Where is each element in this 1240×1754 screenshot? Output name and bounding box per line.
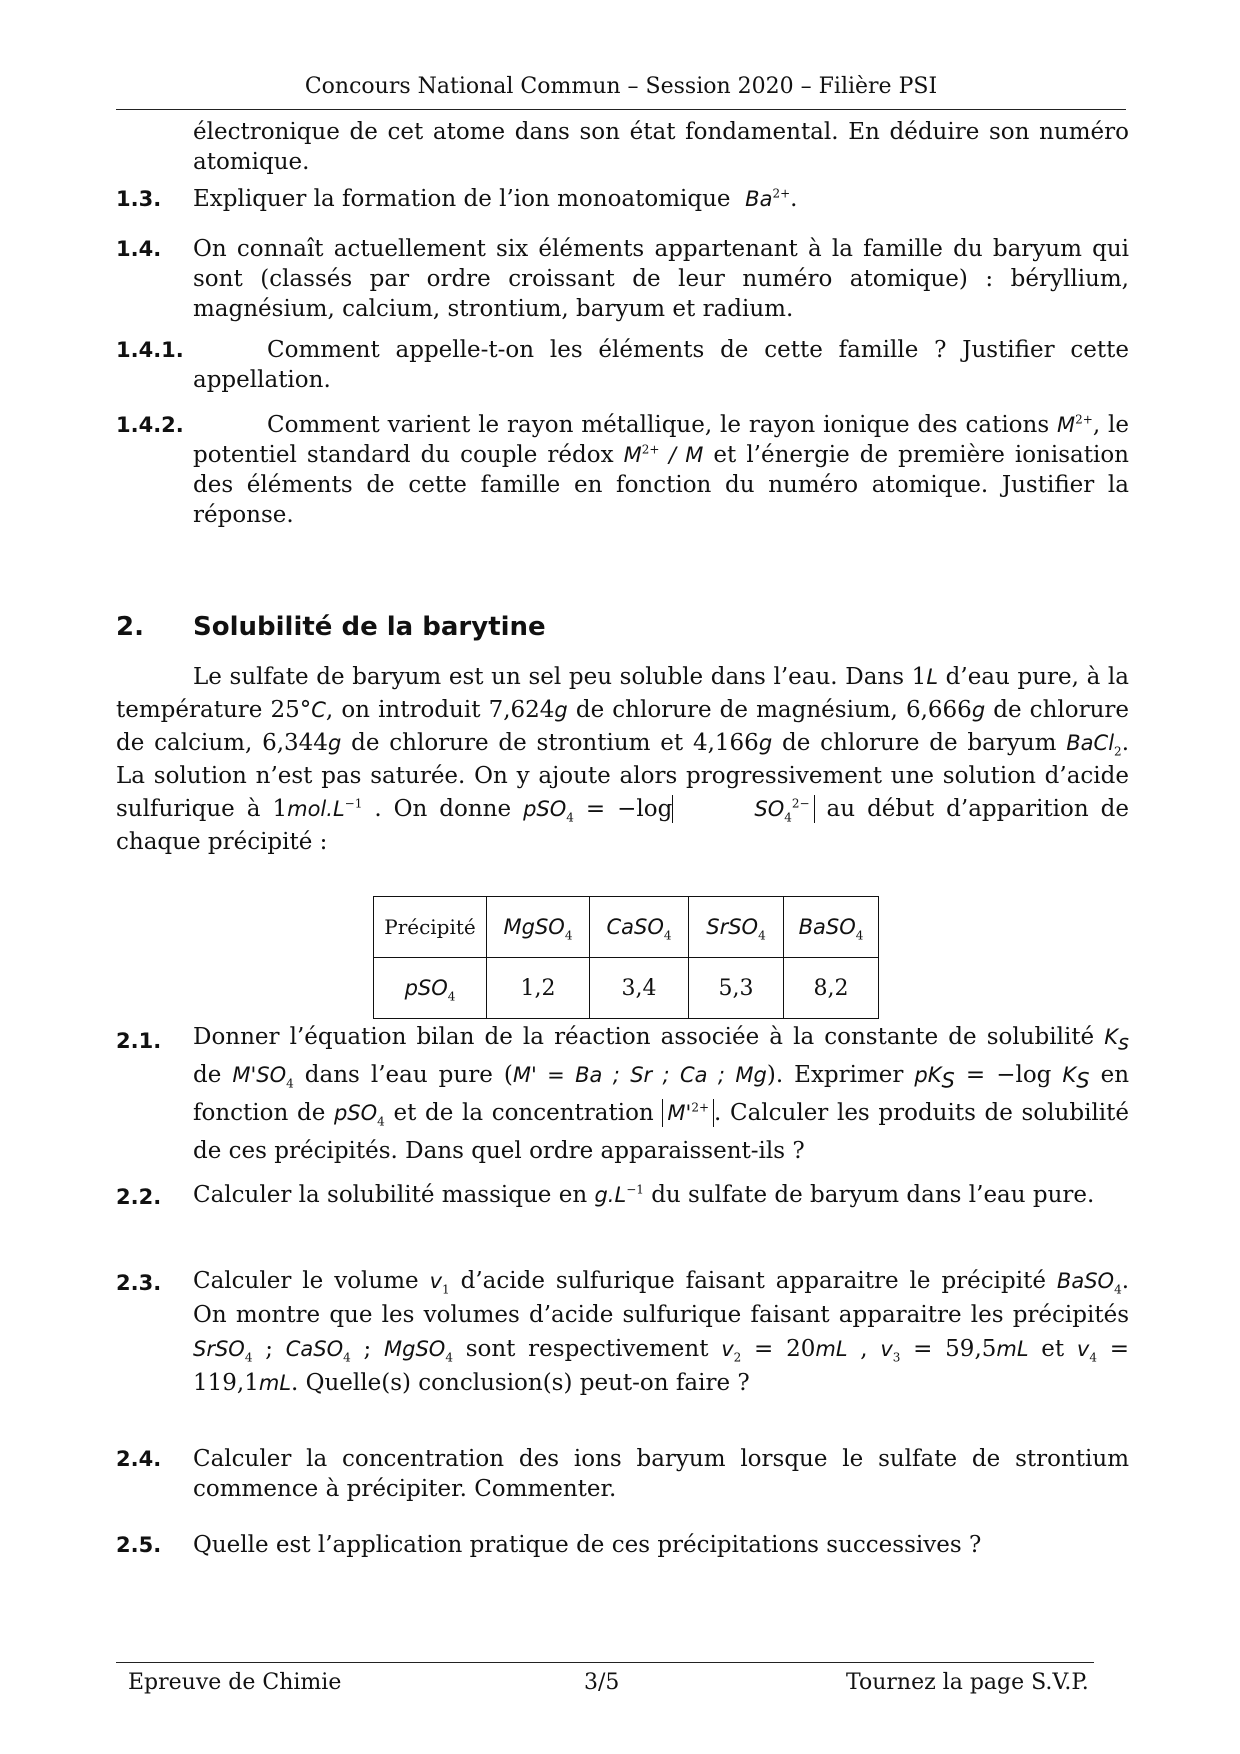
question-2-2: 2.2. Calculer la solubilité massique en $g.L^{-1}$ du sulfate de baryum dans l’eau pure. — [116, 1178, 1129, 1212]
footer-left: Epreuve de Chimie — [128, 1670, 342, 1695]
question-2-3: 2.3. Calculer le volume $v_1$ d’acide sulfurique faisant apparaitre le précipité BaSO$_4$. On montre que les volumes d’acide sulfurique faisant apparaitre les précipités SrSO$_4$ ; CaSO$_4$ ; MgSO$_4$ sont respectivement $v_2 = 20mL$ , $v_3 = 59,5mL$ et $v_4 = 119,1mL$. Quelle(s) conclusion(s) peut-on faire ? — [116, 1268, 1130, 1396]
table-cell: 5,3 — [689, 958, 784, 1019]
question-number: 1.4.2. — [116, 413, 184, 437]
question-number: 2.2. — [116, 1185, 162, 1209]
table-header-cell: MgSO$_4$ — [487, 897, 590, 958]
table-header-cell: Précipité — [374, 897, 487, 958]
table-cell: pSO$_4$ — [374, 958, 487, 1019]
question-2-1: 2.1. Donner l’équation bilan de la réaction associée à la constante de solubilité $K_s$ de $M'SO_4$ dans l’eau pure (M' = Ba ; Sr ; Ca ; Mg). Exprimer $pK_S = -\log$ $K_S$ en fonction de pSO$_4$ et de la concentration $M'^{2+}$ . Calculer les produits de solubilité de ces précipités. Dans quel ordre apparaissent-ils ? — [116, 1024, 1130, 1164]
table-cell: 1,2 — [487, 958, 590, 1019]
table-header-cell: SrSO$_4$ — [689, 897, 784, 958]
table-cell: 3,4 — [590, 958, 689, 1019]
question-1-4-1: 1.4.1. Comment appelle-t-on les éléments de cette famille ? Justifier cette appellation. — [116, 337, 1129, 393]
section-2-title: 2. Solubilité de la barytine — [116, 612, 546, 642]
precipitate-table — [373, 896, 879, 1019]
question-number: 2.5. — [116, 1533, 162, 1557]
page-number: 3/5 — [584, 1670, 620, 1695]
question-1-3: 1.3. Expliquer la formation de l’ion monoatomique $Ba^{2+}$. — [116, 186, 798, 212]
section-2-intro: Le sulfate de baryum est un sel peu soluble dans l’eau. Dans 1L d’eau pure, à la température 25°C, on introduit 7,624g de chlorure de magnésium, 6,666g de chlorure de calcium, 6,344g de chlorure de strontium et 4,166g de chlorure de baryum BaCl$_2$. La solution n’est pas saturée. On y ajoute alors progressivement une solution d’acide sulfurique à $1mol.L^{-1}$ . On donne pSO$_4$ = −log $SO_4^{2-}$ au début d’apparition de chaque précipité : — [116, 664, 1130, 855]
question-2-4: 2.4. Calculer la concentration des ions baryum lorsque le sulfate de strontium commence à précipiter. Commenter. — [116, 1446, 1129, 1502]
question-1-2-continuation: électronique de cet atome dans son état fondamental. En déduire son numéro atomique. — [193, 119, 1129, 175]
question-number: 2.4. — [116, 1447, 162, 1471]
question-number: 2.1. — [116, 1029, 162, 1053]
question-number: 1.4. — [116, 237, 162, 261]
question-number: 1.4.1. — [116, 338, 184, 362]
footer-divider — [116, 1662, 1094, 1663]
concentration-bracket: $M'^{2+}$ — [662, 1099, 714, 1127]
question-number: 1.3. — [116, 187, 162, 211]
table-cell: 8,2 — [784, 958, 879, 1019]
question-1-4-2: 1.4.2. Comment varient le rayon métallique, le rayon ionique des cations $M^{2+}$, le potentiel standard du couple rédox $M^{2+}$ / M et l’énergie de première ionisation des éléments de cette famille en fonction du numéro atomique. Justifier la réponse. — [116, 412, 1129, 528]
question-1-4: 1.4. On connaît actuellement six éléments appartenant à la famille du baryum qui sont (classés par ordre croissant de leur numéro atomique) : béryllium, magnésium, calcium, strontium, baryum et radium. — [116, 236, 1129, 322]
table-row — [374, 958, 879, 1019]
table-header-cell: CaSO$_4$ — [590, 897, 689, 958]
page-header: Concours National Commun – Session 2020 – Filière PSI — [116, 74, 1126, 110]
concentration-bracket: $SO_4^{2-}$ — [672, 795, 814, 823]
table-row — [374, 897, 879, 958]
question-number: 2.3. — [116, 1271, 162, 1295]
table-header-cell: BaSO$_4$ — [784, 897, 879, 958]
question-2-5: 2.5. Quelle est l’application pratique de ces précipitations successives ? — [116, 1532, 982, 1558]
footer-right: Tournez la page S.V.P. — [846, 1670, 1089, 1695]
